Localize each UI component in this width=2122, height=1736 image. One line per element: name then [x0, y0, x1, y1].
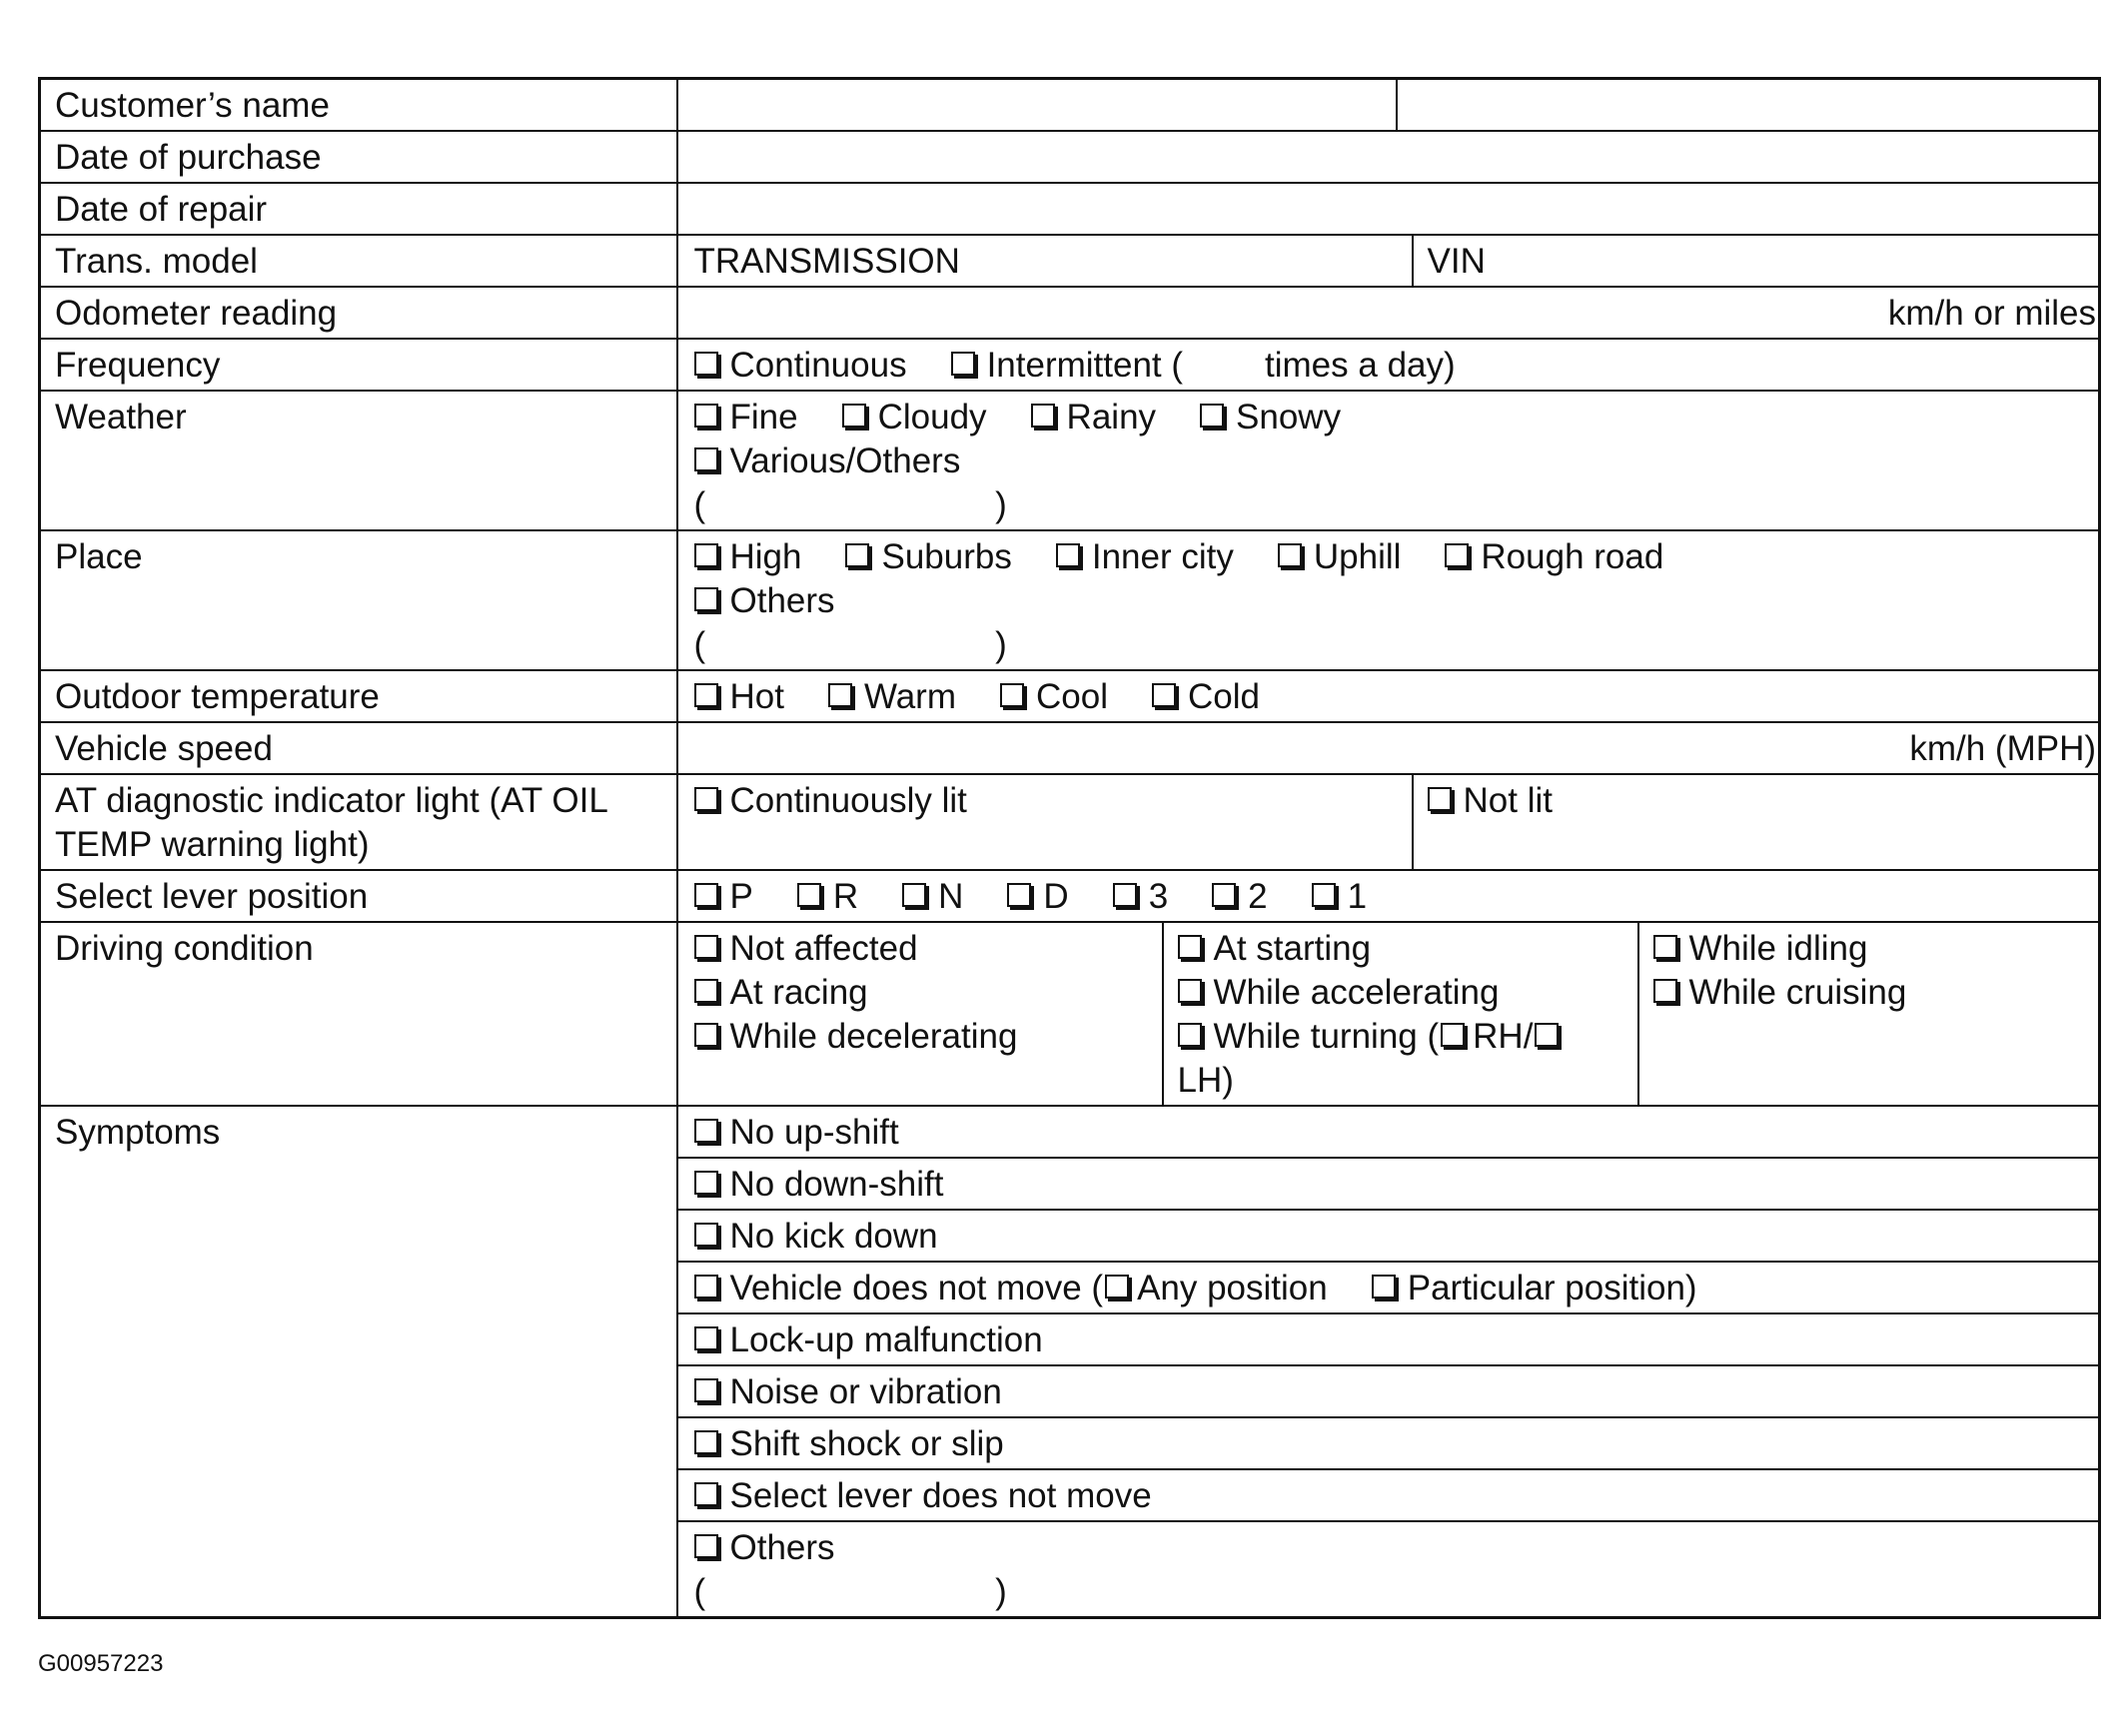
checkbox-icon[interactable] — [842, 404, 866, 428]
odometer-unit: km/h or miles — [1887, 294, 2096, 333]
checkbox-icon[interactable] — [694, 979, 718, 1003]
driving-option-at-starting[interactable]: At starting — [1178, 927, 1637, 971]
checkbox-icon[interactable] — [694, 404, 718, 428]
row-outdoor-temperature — [40, 670, 2100, 722]
select-lever-options — [677, 870, 2100, 922]
symptom-no-up-shift[interactable]: No up-shift — [677, 1106, 2100, 1158]
driving-option-while-turning[interactable]: While turning ( RH/ — [1178, 1015, 1637, 1059]
row-vehicle-speed — [40, 722, 2100, 774]
odometer-label: Odometer reading — [40, 287, 677, 339]
vehicle-speed-field[interactable] — [677, 722, 2100, 774]
date-of-repair-field[interactable] — [677, 183, 2100, 235]
checkbox-icon[interactable] — [828, 683, 852, 707]
temperature-option-warm[interactable]: Warm — [828, 675, 956, 719]
date-of-purchase-label: Date of purchase — [40, 131, 677, 183]
vehicle-speed-label: Vehicle speed — [40, 722, 677, 774]
checkbox-icon[interactable] — [694, 1482, 718, 1506]
driving-option-while-decelerating[interactable]: While decelerating — [694, 1015, 1162, 1059]
temperature-option-hot[interactable]: Hot — [694, 675, 784, 719]
row-date-of-purchase — [40, 131, 2100, 183]
checkbox-icon[interactable] — [694, 683, 718, 707]
lever-option-3[interactable]: 3 — [1113, 875, 1168, 919]
checkbox-icon[interactable] — [1152, 683, 1176, 707]
place-others-specify[interactable]: ( ) — [693, 625, 1007, 664]
outdoor-temperature-label: Outdoor temperature — [40, 670, 677, 722]
checkbox-icon[interactable] — [694, 587, 718, 611]
place-option-uphill[interactable]: Uphill — [1278, 535, 1402, 579]
date-of-purchase-field[interactable] — [677, 131, 2100, 183]
row-place — [40, 530, 2100, 670]
at-indicator-option-not-lit[interactable]: Not lit — [1413, 775, 2099, 869]
checkbox-icon[interactable] — [1113, 883, 1137, 907]
checkbox-icon[interactable] — [1428, 787, 1452, 811]
place-option-inner-city[interactable]: Inner city — [1056, 535, 1234, 579]
weather-option-cloudy[interactable]: Cloudy — [842, 396, 987, 439]
select-lever-label: Select lever position — [40, 870, 677, 922]
place-option-others[interactable]: Others — [694, 579, 835, 623]
place-option-suburbs[interactable]: Suburbs — [845, 535, 1011, 579]
checkbox-icon[interactable] — [1178, 935, 1202, 959]
driving-condition-col-1 — [678, 923, 1163, 1105]
row-at-indicator — [40, 774, 2100, 870]
place-label: Place — [40, 530, 677, 670]
driving-option-at-racing[interactable]: At racing — [694, 971, 1162, 1015]
checkbox-icon[interactable] — [694, 1430, 718, 1454]
checkbox-icon[interactable] — [902, 883, 926, 907]
customer-name-cell — [677, 79, 2100, 132]
lever-option-2[interactable]: 2 — [1212, 875, 1267, 919]
driving-option-while-accelerating[interactable]: While accelerating — [1178, 971, 1637, 1015]
driving-option-while-idling[interactable]: While idling — [1653, 927, 2099, 971]
checkbox-icon[interactable] — [1312, 883, 1336, 907]
checkbox-icon[interactable] — [1105, 1275, 1129, 1299]
place-options — [677, 530, 2100, 670]
driving-condition-col-2 — [1163, 923, 1638, 1105]
odometer-field[interactable] — [677, 287, 2100, 339]
lever-option-r[interactable]: R — [797, 875, 858, 919]
checkbox-icon[interactable] — [1031, 404, 1055, 428]
weather-option-rainy[interactable]: Rainy — [1031, 396, 1156, 439]
weather-others-specify[interactable]: ( ) — [693, 485, 1007, 524]
checkbox-icon[interactable] — [694, 1171, 718, 1195]
checkbox-icon[interactable] — [1535, 1023, 1559, 1047]
checkbox-icon[interactable] — [694, 1378, 718, 1402]
checkbox-icon[interactable] — [694, 1534, 718, 1558]
checkbox-icon[interactable] — [1653, 935, 1677, 959]
frequency-option-continuous[interactable]: Continuous — [694, 344, 907, 388]
row-select-lever — [40, 870, 2100, 922]
checkbox-icon[interactable] — [1178, 979, 1202, 1003]
weather-option-fine[interactable]: Fine — [694, 396, 798, 439]
trans-model-value: TRANSMISSION — [693, 242, 960, 281]
symptom-others[interactable]: Others ( ) — [677, 1521, 2100, 1617]
at-indicator-option-lit[interactable]: Continuously lit — [678, 775, 1413, 869]
symptom-lock-up-malfunction[interactable]: Lock-up malfunction — [677, 1313, 2100, 1365]
checkbox-icon[interactable] — [694, 352, 718, 376]
weather-option-others[interactable]: Various/Others — [694, 439, 961, 483]
outdoor-temperature-options — [677, 670, 2100, 722]
symptoms-label: Symptoms — [40, 1106, 677, 1617]
temperature-option-cool[interactable]: Cool — [1000, 675, 1108, 719]
checkbox-icon[interactable] — [1200, 404, 1224, 428]
lever-option-n[interactable]: N — [902, 875, 963, 919]
customer-interview-sheet — [38, 77, 2101, 1619]
figure-code: G00957223 — [38, 1650, 164, 1677]
row-trans-model — [40, 235, 2100, 287]
row-weather — [40, 391, 2100, 530]
symptom-no-down-shift[interactable]: No down-shift — [677, 1158, 2100, 1210]
at-indicator-options — [677, 774, 2100, 870]
row-driving-condition — [40, 922, 2100, 1106]
date-of-repair-label: Date of repair — [40, 183, 677, 235]
checkbox-icon[interactable] — [1007, 883, 1031, 907]
row-odometer — [40, 287, 2100, 339]
driving-option-not-affected[interactable]: Not affected — [694, 927, 1162, 971]
driving-condition-options — [677, 922, 2100, 1106]
driving-option-while-cruising[interactable]: While cruising — [1653, 971, 2099, 1015]
vehicle-speed-unit: km/h (MPH) — [1909, 729, 2096, 768]
symptom-no-kick-down[interactable]: No kick down — [677, 1210, 2100, 1262]
lever-option-1[interactable]: 1 — [1312, 875, 1367, 919]
weather-option-snowy[interactable]: Snowy — [1200, 396, 1341, 439]
trans-model-label: Trans. model — [40, 235, 677, 287]
customer-name-label: Customer’s name — [40, 79, 677, 132]
driving-condition-col-3 — [1638, 923, 2099, 1105]
weather-options — [677, 391, 2100, 530]
row-symptoms — [40, 1106, 2100, 1158]
driving-option-lh: LH) — [1177, 1061, 1234, 1100]
checkbox-icon[interactable] — [1441, 1023, 1465, 1047]
checkbox-icon[interactable] — [797, 883, 821, 907]
checkbox-icon[interactable] — [694, 1119, 718, 1143]
trans-model-cell — [677, 235, 2100, 287]
checkbox-icon[interactable] — [1178, 1023, 1202, 1047]
checkbox-icon[interactable] — [694, 1275, 718, 1299]
row-customer-name — [40, 79, 2100, 132]
row-date-of-repair — [40, 183, 2100, 235]
frequency-suffix: times a day) — [1265, 346, 1456, 385]
checkbox-icon[interactable] — [1000, 683, 1024, 707]
lever-option-p[interactable]: P — [694, 875, 753, 919]
checkbox-icon[interactable] — [1445, 543, 1469, 567]
checkbox-icon[interactable] — [1372, 1275, 1396, 1299]
driving-condition-label: Driving condition — [40, 922, 677, 1106]
symptom-select-lever-does-not-move[interactable]: Select lever does not move — [677, 1469, 2100, 1521]
vin-label: VIN — [1413, 236, 2099, 286]
temperature-option-cold[interactable]: Cold — [1152, 675, 1260, 719]
checkbox-icon[interactable] — [694, 787, 718, 811]
checkbox-icon[interactable] — [694, 447, 718, 471]
checkbox-icon[interactable] — [694, 1223, 718, 1247]
lever-option-d[interactable]: D — [1007, 875, 1068, 919]
at-indicator-label: AT diagnostic indicator light (AT OIL TEMP warning light) — [40, 774, 677, 870]
checkbox-icon[interactable] — [1278, 543, 1302, 567]
checkbox-icon[interactable] — [1653, 979, 1677, 1003]
checkbox-icon[interactable] — [694, 1326, 718, 1350]
symptom-others-specify[interactable]: ( ) — [693, 1572, 1007, 1611]
checkbox-icon[interactable] — [694, 1023, 718, 1047]
symptom-shift-shock-or-slip[interactable]: Shift shock or slip — [677, 1417, 2100, 1469]
frequency-options — [677, 339, 2100, 391]
customer-name-field-1[interactable] — [678, 80, 1397, 130]
checkbox-icon[interactable] — [694, 883, 718, 907]
checkbox-icon[interactable] — [845, 543, 869, 567]
row-frequency — [40, 339, 2100, 391]
place-option-high[interactable]: High — [694, 535, 802, 579]
symptom-noise-or-vibration[interactable]: Noise or vibration — [677, 1365, 2100, 1417]
frequency-label: Frequency — [40, 339, 677, 391]
weather-label: Weather — [40, 391, 677, 530]
checkbox-icon[interactable] — [1056, 543, 1080, 567]
checkbox-icon[interactable] — [694, 543, 718, 567]
checkbox-icon[interactable] — [694, 935, 718, 959]
frequency-option-intermittent[interactable]: Intermittent ( — [951, 344, 1183, 388]
customer-name-field-2[interactable] — [1397, 80, 2099, 130]
symptom-vehicle-does-not-move[interactable]: Vehicle does not move ( Any position Particular position) — [677, 1262, 2100, 1313]
checkbox-icon[interactable] — [951, 352, 975, 376]
place-option-rough-road[interactable]: Rough road — [1445, 535, 1663, 579]
checkbox-icon[interactable] — [1212, 883, 1236, 907]
